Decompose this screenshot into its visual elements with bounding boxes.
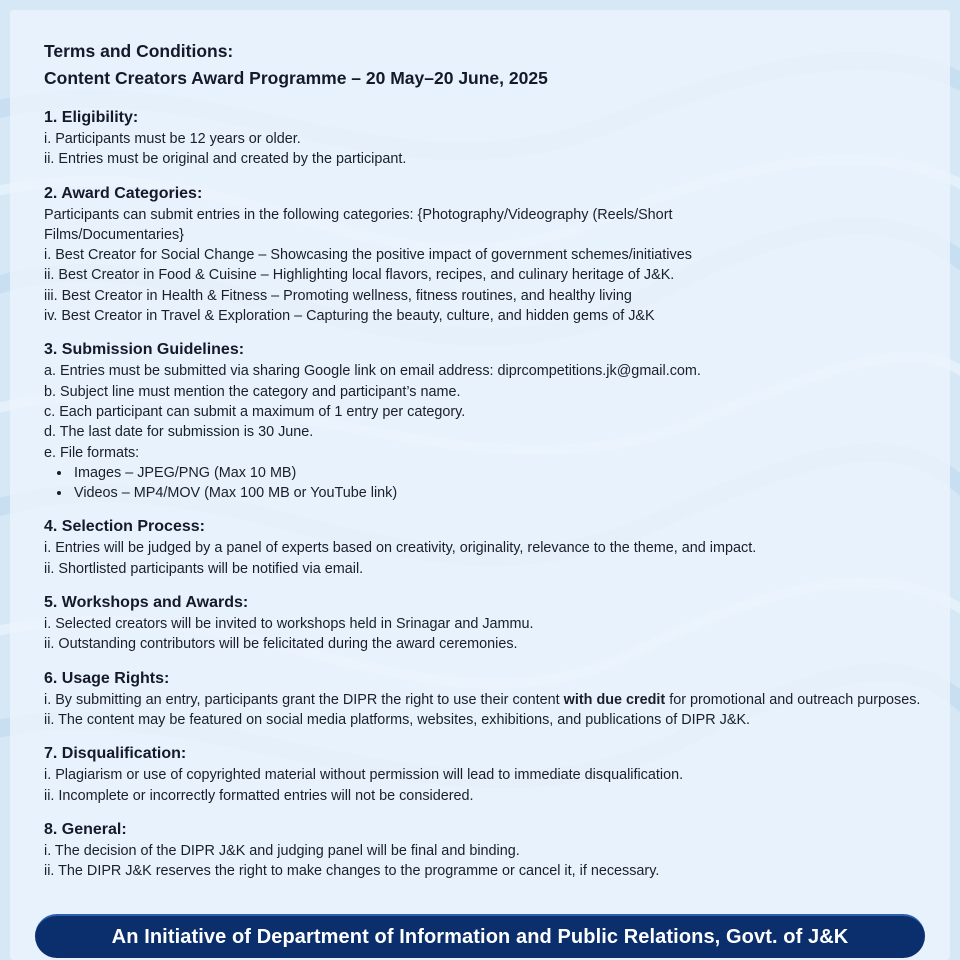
section-heading: 7. Disqualification: [44,745,187,763]
list-item: iii. Best Creator in Health & Fitness – Promoting wellness, fitness routines, and healthy living [44,287,632,304]
section-heading: 3. Submission Guidelines: [44,341,245,359]
section-usage-rights [44,668,924,731]
section-heading: 6. Usage Rights: [44,669,170,687]
section-general [44,819,924,882]
bullet-item-videos: • Videos – MP4/MOV (Max 100 MB or YouTube link) [72,483,924,503]
footer-banner [35,914,925,958]
section-eligibility [44,107,924,170]
list-item: i. Selected creators will be invited to workshops held in Srinagar and Jammu. [44,616,534,633]
document-subtitle: Content Creators Award Programme – 20 May–20 June, 2025 [44,68,548,88]
section-award-categories [44,183,924,327]
list-item: ii. Outstanding contributors will be felicitated during the award ceremonies. [44,636,518,653]
list-item: ii. Shortlisted participants will be notified via email. [44,560,364,577]
terms-document [44,38,924,881]
rights-emphasis: with due credit [563,691,666,708]
section-heading: 5. Workshops and Awards: [44,594,249,612]
section-heading: 1. Eligibility: [44,109,139,126]
section-selection-process [44,516,924,579]
list-item: i. Entries will be judged by a panel of experts based on creativity, originality, relevance to the theme, and impact. [44,540,757,557]
section-heading: 2. Award Categories: [44,184,203,202]
list-item [44,690,924,710]
list-item: ii. Incomplete or incorrectly formatted entries will not be considered. [44,787,474,804]
document-title: Terms and Conditions: [44,41,234,61]
list-item: ii. Best Creator in Food & Cuisine – Highlighting local flavors, recipes, and culinary heritage of J&K. [44,267,675,284]
list-item: e. File formats: [44,444,140,461]
section-intro: Participants can submit entries in the following categories: {Photography/Videography (Reels/Short Films/Documentaries} [44,206,673,243]
list-item: i. Best Creator for Social Change – Showcasing the positive impact of government schemes/initiatives [44,247,692,264]
file-format-list [44,463,924,504]
list-item: i. The decision of the DIPR J&K and judging panel will be final and binding. [44,842,520,859]
list-item: a. Entries must be submitted via sharing Google link on email address: diprcompetitions.jk@gmail.com. [44,363,701,380]
section-disqualification [44,743,924,806]
bullet-item-images: • Images – JPEG/PNG (Max 10 MB) [72,463,924,483]
section-submission-guidelines [44,339,924,503]
rights-text-end: for promotional and outreach purposes. [665,691,921,708]
rights-text: i. By submitting an entry, participants grant the DIPR the right to use their content [44,691,564,708]
list-item: i. Participants must be 12 years or older. [44,131,301,147]
list-item: b. Subject line must mention the category and participant’s name. [44,383,461,400]
list-item: ii. Entries must be original and created by the participant. [44,151,407,168]
section-workshops-awards [44,592,924,655]
list-item: ii. The content may be featured on social media platforms, websites, exhibitions, and publications of DIPR J&K. [44,711,751,728]
section-heading: 8. General: [44,820,127,838]
list-item: i. Plagiarism or use of copyrighted material without permission will lead to immediate disqualification. [44,767,684,784]
list-item: c. Each participant can submit a maximum of 1 entry per category. [44,403,466,420]
section-heading: 4. Selection Process: [44,518,205,536]
list-item: ii. The DIPR J&K reserves the right to make changes to the programme or cancel it, if necessary. [44,863,660,880]
list-item: d. The last date for submission is 30 June. [44,424,314,441]
list-item: iv. Best Creator in Travel & Exploration – Capturing the beauty, culture, and hidden gems of J&K [44,308,655,325]
footer-text: An Initiative of Department of Information and Public Relations, Govt. of J&K [111,925,849,948]
